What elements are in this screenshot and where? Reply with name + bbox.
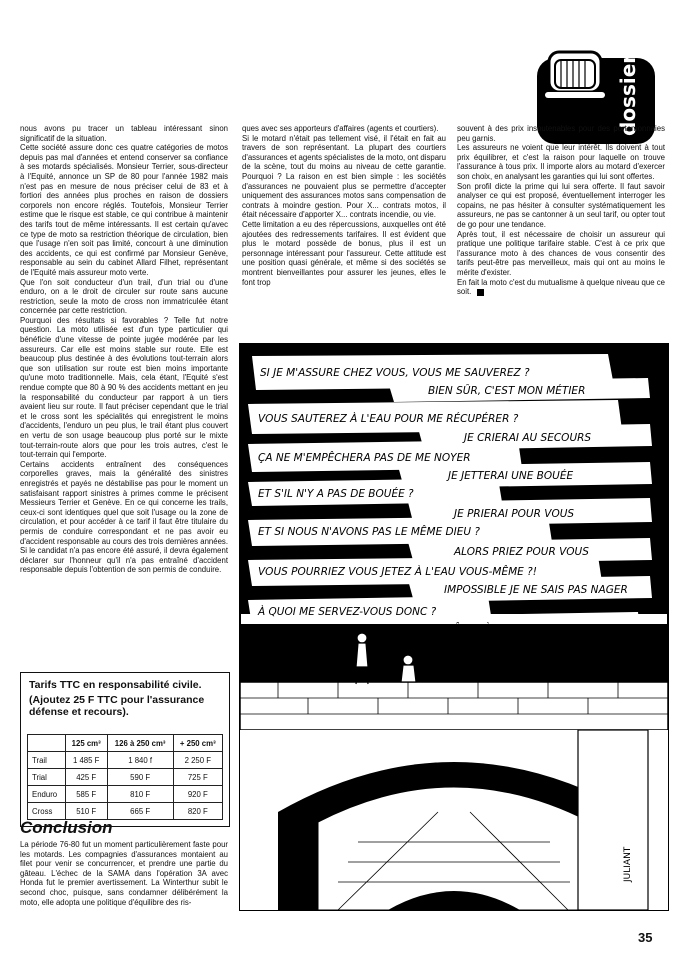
pillar — [578, 730, 648, 910]
tariff-box — [20, 672, 230, 827]
speech-line: SI JE M'ASSURE CHEZ VOUS, VOUS ME SAUVEREZ ? — [260, 367, 530, 379]
speech-line: PEUT-ÊTRE À RIEN, MAIS SI VOUS — [424, 623, 598, 635]
table-cell: 1 485 F — [65, 752, 107, 769]
table-row — [28, 752, 223, 769]
table-cell: Trail — [28, 752, 66, 769]
page-number: 35 — [638, 930, 653, 945]
paragraph: Après tout, il est nécessaire de choisir un assureur qui pratique une politique tarifaire stable. C'est à ce prix que l'assurance moto à des chances de vous consentir des tarifs peut-être pas merveilleux, mais qui ont au moins le mérite d'exister. — [457, 229, 665, 277]
table-cell: 585 F — [65, 786, 107, 803]
table-cell: 590 F — [107, 769, 173, 786]
paragraph: La période 76-80 fut un moment particulièrement faste pour les motards. Les compagnies d'assurances montaient au filet pour venir se concurrencer, et prendre une partie du gâteau. L'échec de la SAMA dans l'opération 3A avec Honda fut le premier avertissement. La Winterthur subit le second choc, puisque, sans condamner délibérément la moto, elle adopta une politique d'équilibre des ris- — [20, 840, 228, 907]
speech-line: ET SI NOUS N'AVONS PAS LE MÊME DIEU ? — [258, 526, 480, 538]
table-header — [28, 735, 66, 752]
speech-line: ÇA NE M'EMPÊCHERA PAS DE ME NOYER — [258, 452, 471, 464]
table-cell: 820 F — [173, 803, 222, 820]
paragraph-text: En fait la moto c'est du mutualisme à quelque niveau que ce soit. — [457, 277, 665, 297]
tariff-table — [27, 734, 223, 820]
table-cell: 1 840 f — [107, 752, 173, 769]
table-cell: 725 F — [173, 769, 222, 786]
table-cell: 665 F — [107, 803, 173, 820]
speech-line: N'EN REVENEZ PAS, QUI LE SAURA ?.. — [420, 639, 618, 651]
bridge-parapet — [240, 682, 668, 730]
paragraph: Les assureurs ne voient que leur intérêt. Ils doivent à tout prix équilibrer, et c'est la raison pour laquelle on trouve l'assurance à tous prix. Il importe alors au motard d'exercer son choix, en analysant les garanties qui lui sont offertes. — [457, 143, 665, 181]
paragraph: Son profil dicte la prime qui lui sera offerte. Il faut savoir analyser ce qui est proposé, éventuellement interroger les copains, ne pas hésiter à consulter systématiquement les assureurs, ne pas se cantonner à un seul tarif, ou opter tout de go pour une tendance. — [457, 181, 665, 229]
table-cell: Cross — [28, 803, 66, 820]
comic-illustration — [238, 342, 670, 912]
paragraph: Certains accidents entraînent des conséquences corporelles graves, mais la généralité des sinistres enregistrés et payés ne déstabilise pas pour le moment un satisfaisant rapport sinistres à primes comme le précisent Messieurs Terrier et Genève. En ce qui concerne les trails, ceux-ci sont identiques quel que soit l'usage ou la zone de circulation, et pour accéder à ce tarif il faut être titulaire du permis de conduire correspondant et ne pas avoir eu d'accident responsable au cours des trois dernières années. Si le candidat n'a pas encore été assuré, il devra également déclarer sur l'honneur qu'il n'a pas entraîné d'accident responsable depuis l'obtention de son permis de conduire. — [20, 459, 228, 575]
paragraph: nous avons pu tracer un tableau intéressant sinon significatif de la situation. — [20, 124, 228, 143]
paragraph: Pourquoi des résultats si favorables ? Telle fut notre question. La moto utilisée est d'un type particulier qui bénéficie d'une vitesse de pointe jugée modérée par les assureurs. Car elle est moins stable sur route. Elle est beaucoup plus destinée à des évolutions tout-terrain alors que son utilisation sur route est bien moins importante qu'une moto traditionnelle. Mais, cela étant, l'Equité s'est rendue compte que 80 à 90 % des accidents mettant en jeu la responsabilité du conducteur par rapport à un tiers avaient lieu sur route. Il faut préciser cependant que le trial et le cross sont les spécialités qui enregistrent le moins d'accidents, l'enduro un peu plus, le trail étant plus couvert en vertu de son usage beaucoup plus porté sur le mixte tout-terrain-route alors que pour les trois autres, c'est le tout-terrain qui l'emporte. — [20, 315, 228, 460]
paragraph: souvent à des prix insoutenables pour des portemonnaies peu garnis. — [457, 124, 665, 143]
table-cell: Enduro — [28, 786, 66, 803]
conclusion-text — [20, 840, 228, 907]
artist-signature: JULIANT — [623, 846, 633, 882]
table-header-row — [28, 735, 223, 752]
table-cell: Trial — [28, 769, 66, 786]
paragraph: Si le motard n'était pas tellement visé, il l'était en fait au travers de son représentant. La plupart des courtiers d'assurances et agents spécialistes de la moto, ont disparu de la scène, tout du moins au niveau de cette garantie. Pourquoi ? La raison en est bien simple : les sociétés d'assurances ne pouvaient plus se permettre d'accepter uniquement des assurances motos sans compensation de contrats à moindre gestion. Pour X... contrats motos, il était nécessaire d'apporter X... contrats incendie, ou vie. — [242, 133, 446, 220]
article-column-1 — [20, 124, 228, 575]
table-cell: 510 F — [65, 803, 107, 820]
article-column-2 — [242, 124, 446, 287]
table-cell: 920 F — [173, 786, 222, 803]
speech-line: JE JETTERAI UNE BOUÉE — [448, 470, 574, 482]
speech-line: ALORS PRIEZ POUR VOUS — [454, 546, 589, 558]
tariff-title: Tarifs TTC en responsabilité civile. — [29, 679, 202, 691]
speech-line: À QUOI ME SERVEZ-VOUS DONC ? — [258, 606, 437, 618]
article-column-3 — [457, 124, 665, 297]
paragraph: Cette limitation a eu des répercussions, auxquelles ont été ajoutées des redressements tarifaires. Il est évident que plus le motard possède de bonus, plus il est un personnage intéressant pour l'assureur. Cette attitude est une position quasi générale, et même si des sociétés se montrent bienveillantes pour assurer les jeunes, elles le font trop — [242, 219, 446, 287]
paragraph: ques avec ses apporteurs d'affaires (agents et courtiers). — [242, 124, 439, 133]
speech-line: VOUS POURRIEZ VOUS JETEZ À L'EAU VOUS-MÊME ?! — [258, 566, 537, 578]
table-cell: 2 250 F — [173, 752, 222, 769]
table-cell: 425 F — [65, 769, 107, 786]
speech-line: JE PRIERAI POUR VOUS — [454, 508, 575, 520]
paragraph — [457, 278, 665, 297]
speech-line: BIEN SÛR, C'EST MON MÉTIER — [428, 385, 586, 397]
table-row — [28, 769, 223, 786]
table-cell: 810 F — [107, 786, 173, 803]
speech-line: ET S'IL N'Y A PAS DE BOUÉE ? — [258, 488, 414, 500]
paragraph: Que l'on soit conducteur d'un trail, d'un trial ou d'une enduro, on a le droit de circuler sur route sans aucune restriction, seule la moto de cross non immatriculée étant concernée par cette restriction. — [20, 277, 228, 316]
tariff-subtitle: (Ajoutez 25 F TTC pour l'assurance défense et recours). — [29, 694, 205, 718]
end-mark — [477, 289, 484, 296]
table-header: + 250 cm³ — [173, 735, 222, 752]
paragraph: Cette société assure donc ces quatre catégories de motos depuis pas mal d'années et entend conserver sa confiance à ses motards spécialisés. Monsieur Terrier, sous-directeur à l'Equité, annonce un SP de 80 pour l'année 1982 mais n'est pas en mesure de nous préciser celui de 83 et à fortiori des années plus proches en raison de dossiers corporels non encore réglés. Toutefois, Monsieur Terrier estime que le risque est stable, ce qui contribue à maintenir des tarifs tout de même intéressants. Il est certain qu'avec ce type de moto sa restriction théorique de circulation, bien que l'usage n'en soit pas limité, concourt à une diminution des accidents, ce qui est confirmé par Monsieur Genève, responsable au sein du cabinet Allard Filhet, représentant de l'Equité mais assureur moto verte. — [20, 143, 228, 277]
speech-line: VOUS SAUTEREZ À L'EAU POUR ME RÉCUPÉRER ? — [258, 413, 519, 425]
table-row — [28, 786, 223, 803]
table-row — [28, 803, 223, 820]
dossier-label: dossier — [616, 53, 640, 136]
conclusion-heading: Conclusion — [20, 818, 113, 837]
speech-line: IMPOSSIBLE JE NE SAIS PAS NAGER — [444, 584, 628, 596]
table-header: 125 cm³ — [65, 735, 107, 752]
speech-line: JE CRIERAI AU SECOURS — [464, 432, 592, 444]
table-header: 126 à 250 cm³ — [107, 735, 173, 752]
